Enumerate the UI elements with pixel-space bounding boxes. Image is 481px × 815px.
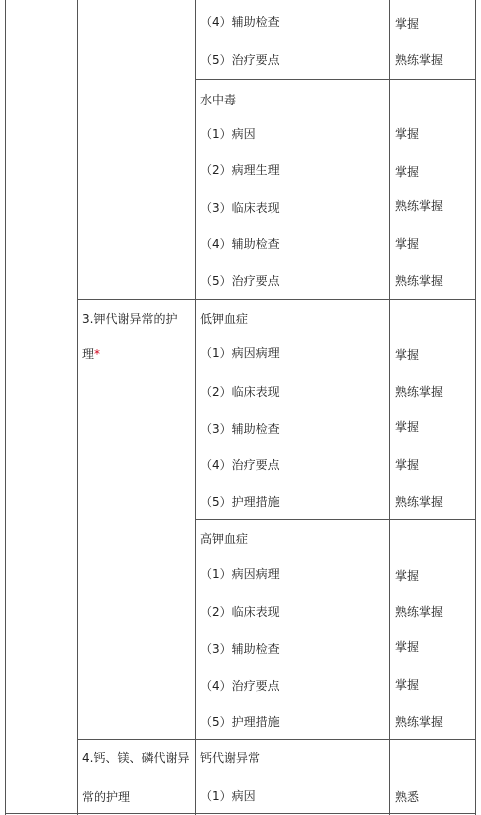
section-label-calcium-line2: 常的护理 [82, 790, 131, 804]
important-mark: * [94, 347, 101, 361]
item: （3）辅助检查 [200, 642, 280, 656]
item: （3）辅助检查 [200, 422, 280, 436]
item: （2）病理生理 [200, 163, 280, 177]
item-heading: 高钾血症 [200, 532, 249, 546]
grid-line-row-b [77, 299, 476, 300]
grid-line-bottom [5, 813, 476, 814]
grid-line-row-d [77, 739, 476, 740]
item: （5）护理措施 [200, 715, 280, 729]
level: 掌握 [395, 569, 420, 583]
section-label-calcium-line1: 4.钙、镁、磷代谢异 [82, 751, 190, 765]
item: （1）病因病理 [200, 346, 280, 360]
level: 掌握 [395, 420, 420, 434]
item: （5）治疗要点 [200, 53, 280, 67]
item: （2）临床表现 [200, 385, 280, 399]
level: 掌握 [395, 237, 420, 251]
level: 掌握 [395, 678, 420, 692]
item: （1）病因 [200, 789, 256, 803]
level: 掌握 [395, 640, 420, 654]
level: 掌握 [395, 17, 420, 31]
level: 掌握 [395, 458, 420, 472]
grid-line-left [5, 0, 6, 815]
level: 掌握 [395, 348, 420, 362]
level: 掌握 [395, 165, 420, 179]
item: （4）辅助检查 [200, 237, 280, 251]
grid-line-row-a [195, 79, 476, 80]
grid-line-col4 [389, 0, 390, 815]
level: 掌握 [395, 127, 420, 141]
item-heading: 低钾血症 [200, 312, 249, 326]
level: 熟练掌握 [395, 715, 444, 729]
item: （2）临床表现 [200, 605, 280, 619]
level: 熟练掌握 [395, 385, 444, 399]
grid-line-col3 [195, 0, 196, 815]
grid-line-right [475, 0, 476, 815]
item-heading: 钙代谢异常 [200, 751, 261, 765]
level: 熟悉 [395, 790, 420, 804]
item: （3）临床表现 [200, 201, 280, 215]
level: 熟练掌握 [395, 605, 444, 619]
item: （5）护理措施 [200, 495, 280, 509]
level: 熟练掌握 [395, 53, 444, 67]
section-label-potassium-text: 理 [82, 347, 95, 361]
item-heading: 水中毒 [200, 93, 237, 107]
section-label-potassium-line2 [82, 346, 100, 362]
level: 熟练掌握 [395, 199, 444, 213]
item: （4）治疗要点 [200, 458, 280, 472]
level: 熟练掌握 [395, 495, 444, 509]
level: 熟练掌握 [395, 274, 444, 288]
item: （4）辅助检查 [200, 15, 280, 29]
grid-line-row-c [195, 519, 476, 520]
section-label-potassium-line1: 3.钾代谢异常的护 [82, 312, 178, 326]
grid-line-col2 [77, 0, 78, 815]
item: （4）治疗要点 [200, 679, 280, 693]
item: （5）治疗要点 [200, 274, 280, 288]
item: （1）病因 [200, 127, 256, 141]
item: （1）病因病理 [200, 567, 280, 581]
